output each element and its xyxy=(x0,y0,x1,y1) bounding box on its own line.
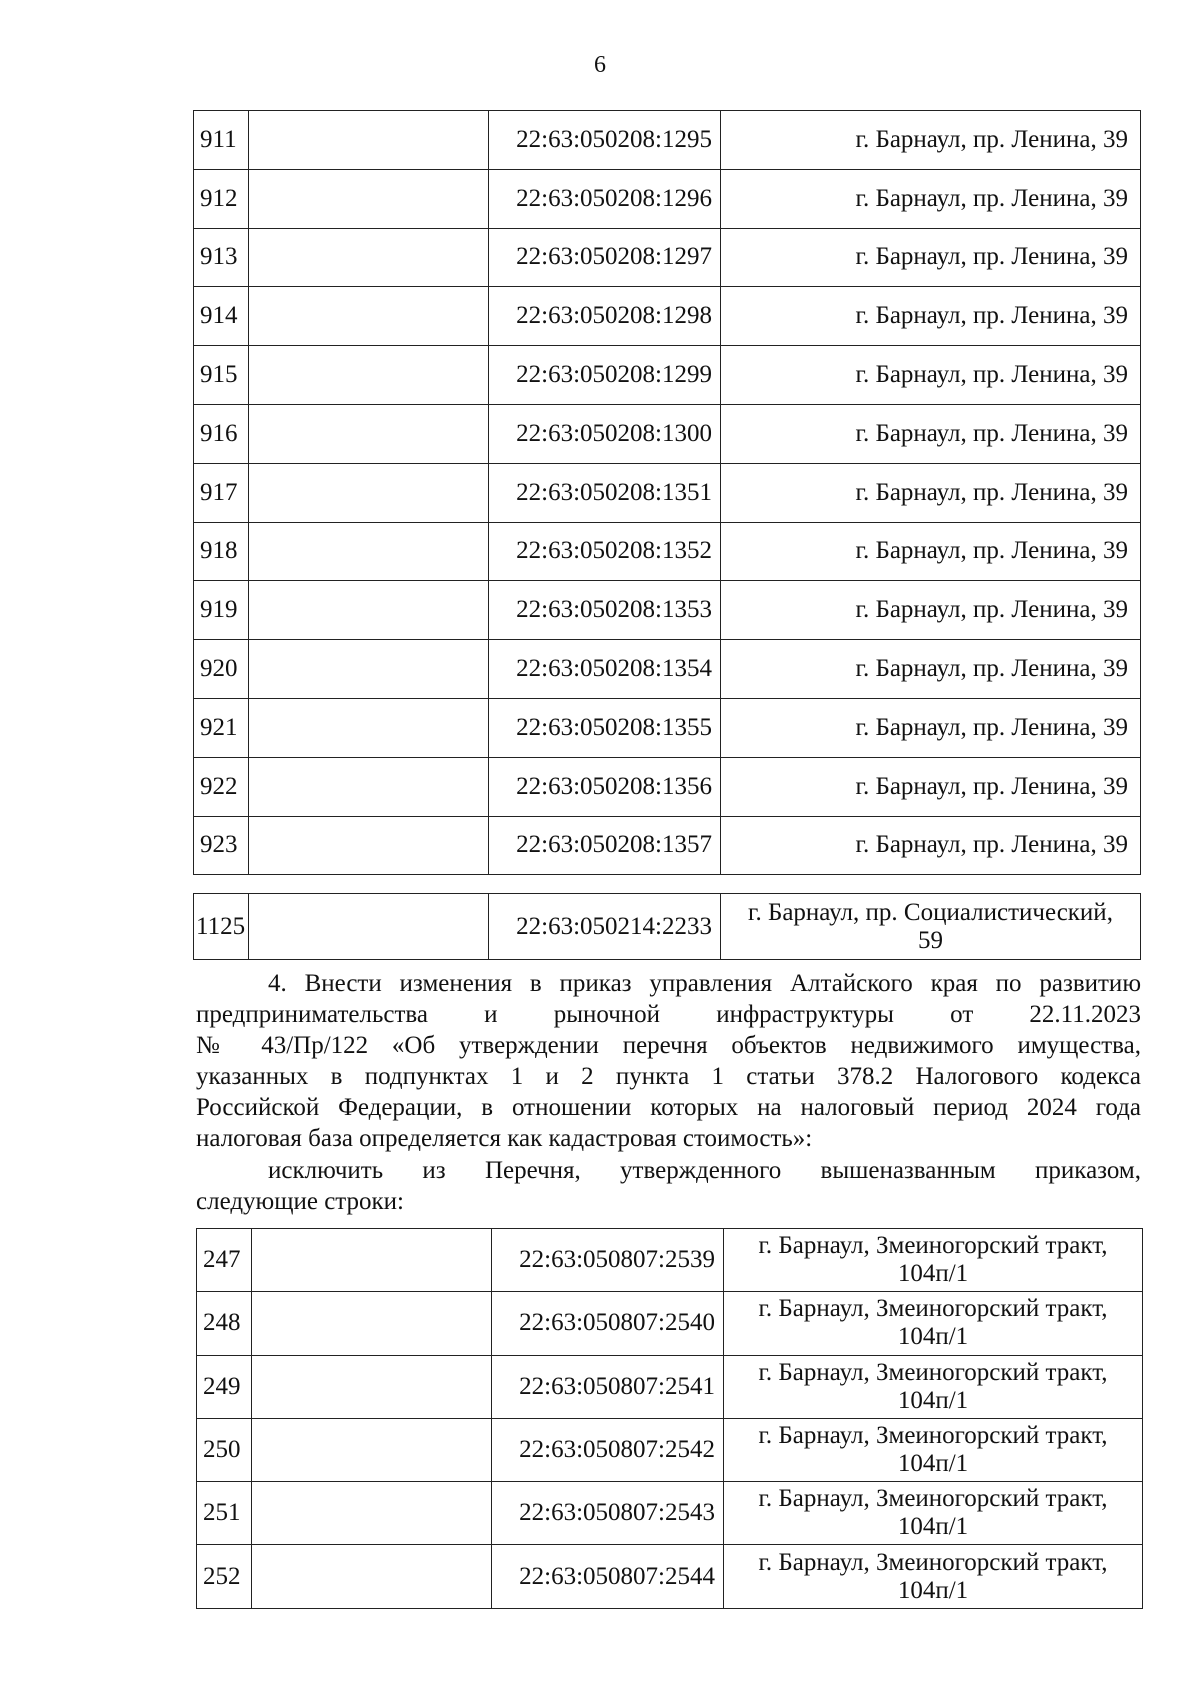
paragraph-line: исключить из Перечня, утвержденного вышеназванным приказом, xyxy=(268,1157,1141,1184)
table-row xyxy=(194,757,1141,816)
row-number: 915 xyxy=(194,346,249,405)
paragraph-line: указанных в подпунктах 1 и 2 пункта 1 статьи 378.2 Налогового кодекса xyxy=(196,1063,1141,1090)
address-line-1: г. Барнаул, Змеиногорский тракт, xyxy=(758,1422,1108,1450)
property-table-zmeinogorsky xyxy=(196,1228,1143,1609)
cadastral-number: 22:63:050208:1295 xyxy=(489,111,721,170)
row-empty-cell xyxy=(249,228,489,287)
row-empty-cell xyxy=(249,287,489,346)
row-empty-cell xyxy=(249,757,489,816)
row-empty-cell xyxy=(249,169,489,228)
cadastral-number: 22:63:050807:2540 xyxy=(492,1292,724,1355)
row-empty-cell xyxy=(249,346,489,405)
cadastral-number: 22:63:050208:1355 xyxy=(489,698,721,757)
paragraph-line: налоговая база определяется как кадастровая стоимость»: xyxy=(196,1125,813,1152)
address-line-2: 104п/1 xyxy=(897,1513,969,1541)
row-number: 249 xyxy=(197,1355,252,1418)
table-row xyxy=(197,1229,1143,1292)
address-line-1: г. Барнаул, Змеиногорский тракт, xyxy=(758,1485,1108,1513)
table-row xyxy=(194,698,1141,757)
cadastral-number: 22:63:050807:2541 xyxy=(492,1355,724,1418)
table-row xyxy=(194,287,1141,346)
cadastral-number: 22:63:050208:1298 xyxy=(489,287,721,346)
row-empty-cell xyxy=(252,1545,492,1608)
row-empty-cell xyxy=(249,894,489,960)
address-line-2: 104п/1 xyxy=(897,1450,969,1478)
address xyxy=(724,1292,1143,1355)
paragraph-item-4 xyxy=(196,968,1141,1154)
row-number: 920 xyxy=(194,640,249,699)
table-row xyxy=(194,640,1141,699)
row-empty-cell xyxy=(252,1418,492,1481)
address: г. Барнаул, пр. Ленина, 39 xyxy=(721,404,1141,463)
row-number: 914 xyxy=(194,287,249,346)
table-row xyxy=(194,816,1141,875)
address xyxy=(724,1545,1143,1608)
address xyxy=(724,1355,1143,1418)
address-line-1: г. Барнаул, Змеиногорский тракт, xyxy=(758,1232,1108,1260)
cadastral-number: 22:63:050208:1354 xyxy=(489,640,721,699)
paragraph-line: 4. Внести изменения в приказ управления Алтайского края по развитию xyxy=(268,970,1141,997)
table-row xyxy=(194,228,1141,287)
address: г. Барнаул, пр. Ленина, 39 xyxy=(721,522,1141,581)
property-table-socialistichesky xyxy=(193,893,1141,960)
address-line-1: г. Барнаул, пр. Социалистический, xyxy=(748,898,1113,926)
row-empty-cell xyxy=(249,816,489,875)
address-line-2: 59 xyxy=(918,926,943,954)
row-number: 1125 xyxy=(194,894,249,960)
row-number: 251 xyxy=(197,1482,252,1545)
address-line-2: 104п/1 xyxy=(897,1260,969,1288)
table-row xyxy=(194,346,1141,405)
row-number: 913 xyxy=(194,228,249,287)
address-line-2: 104п/1 xyxy=(897,1386,969,1414)
address: г. Барнаул, пр. Ленина, 39 xyxy=(721,346,1141,405)
cadastral-number: 22:63:050208:1299 xyxy=(489,346,721,405)
address xyxy=(724,1229,1143,1292)
cadastral-number: 22:63:050208:1357 xyxy=(489,816,721,875)
row-number: 919 xyxy=(194,581,249,640)
address: г. Барнаул, пр. Ленина, 39 xyxy=(721,287,1141,346)
address xyxy=(724,1482,1143,1545)
cadastral-number: 22:63:050208:1297 xyxy=(489,228,721,287)
address: г. Барнаул, пр. Ленина, 39 xyxy=(721,228,1141,287)
row-empty-cell xyxy=(252,1229,492,1292)
row-empty-cell xyxy=(252,1355,492,1418)
table-row xyxy=(194,463,1141,522)
row-number: 247 xyxy=(197,1229,252,1292)
cadastral-number: 22:63:050807:2544 xyxy=(492,1545,724,1608)
row-empty-cell xyxy=(252,1292,492,1355)
address: г. Барнаул, пр. Ленина, 39 xyxy=(721,698,1141,757)
table-row xyxy=(197,1292,1143,1355)
table-row xyxy=(197,1355,1143,1418)
row-number: 912 xyxy=(194,169,249,228)
table-row xyxy=(194,169,1141,228)
page-number: 6 xyxy=(594,52,606,78)
cadastral-number: 22:63:050208:1351 xyxy=(489,463,721,522)
address-line-2: 104п/1 xyxy=(897,1576,969,1604)
row-empty-cell xyxy=(249,463,489,522)
row-number: 922 xyxy=(194,757,249,816)
cadastral-number: 22:63:050208:1352 xyxy=(489,522,721,581)
cadastral-number: 22:63:050214:2233 xyxy=(489,894,721,960)
paragraph-line: № 43/Пр/122 «Об утверждении перечня объектов недвижимого имущества, xyxy=(196,1032,1141,1059)
address-line-1: г. Барнаул, Змеиногорский тракт, xyxy=(758,1295,1108,1323)
table-row xyxy=(194,522,1141,581)
table-row xyxy=(197,1482,1143,1545)
table-row xyxy=(197,1418,1143,1481)
row-number: 252 xyxy=(197,1545,252,1608)
address-line-1: г. Барнаул, Змеиногорский тракт, xyxy=(758,1358,1108,1386)
row-number: 917 xyxy=(194,463,249,522)
cadastral-number: 22:63:050807:2543 xyxy=(492,1482,724,1545)
address: г. Барнаул, пр. Ленина, 39 xyxy=(721,640,1141,699)
row-number: 248 xyxy=(197,1292,252,1355)
address xyxy=(724,1418,1143,1481)
row-empty-cell xyxy=(249,404,489,463)
table-row xyxy=(194,404,1141,463)
table-row xyxy=(197,1545,1143,1608)
row-number: 921 xyxy=(194,698,249,757)
address: г. Барнаул, пр. Ленина, 39 xyxy=(721,169,1141,228)
row-empty-cell xyxy=(249,111,489,170)
row-number: 918 xyxy=(194,522,249,581)
paragraph-line: следующие строки: xyxy=(196,1188,405,1215)
cadastral-number: 22:63:050208:1353 xyxy=(489,581,721,640)
table-row xyxy=(194,581,1141,640)
row-number: 923 xyxy=(194,816,249,875)
paragraph-line: предпринимательства и рыночной инфраструктуры от 22.11.2023 xyxy=(196,1001,1141,1028)
row-number: 916 xyxy=(194,404,249,463)
address: г. Барнаул, пр. Ленина, 39 xyxy=(721,816,1141,875)
table-row xyxy=(194,894,1141,960)
row-empty-cell xyxy=(249,522,489,581)
address: г. Барнаул, пр. Ленина, 39 xyxy=(721,757,1141,816)
row-number: 250 xyxy=(197,1418,252,1481)
address: г. Барнаул, пр. Ленина, 39 xyxy=(721,463,1141,522)
address-line-2: 104п/1 xyxy=(897,1323,969,1351)
cadastral-number: 22:63:050208:1300 xyxy=(489,404,721,463)
property-table-lenina xyxy=(193,110,1141,875)
address: г. Барнаул, пр. Ленина, 39 xyxy=(721,111,1141,170)
cadastral-number: 22:63:050208:1356 xyxy=(489,757,721,816)
paragraph-line: Российской Федерации, в отношении которых на налоговый период 2024 года xyxy=(196,1094,1141,1121)
row-number: 911 xyxy=(194,111,249,170)
paragraph-exclude-rows xyxy=(196,1155,1141,1217)
address: г. Барнаул, пр. Ленина, 39 xyxy=(721,581,1141,640)
row-empty-cell xyxy=(249,640,489,699)
row-empty-cell xyxy=(249,581,489,640)
cadastral-number: 22:63:050208:1296 xyxy=(489,169,721,228)
table-row xyxy=(194,111,1141,170)
row-empty-cell xyxy=(249,698,489,757)
address-line-1: г. Барнаул, Змеиногорский тракт, xyxy=(758,1548,1108,1576)
row-empty-cell xyxy=(252,1482,492,1545)
cadastral-number: 22:63:050807:2542 xyxy=(492,1418,724,1481)
address xyxy=(721,894,1141,960)
cadastral-number: 22:63:050807:2539 xyxy=(492,1229,724,1292)
